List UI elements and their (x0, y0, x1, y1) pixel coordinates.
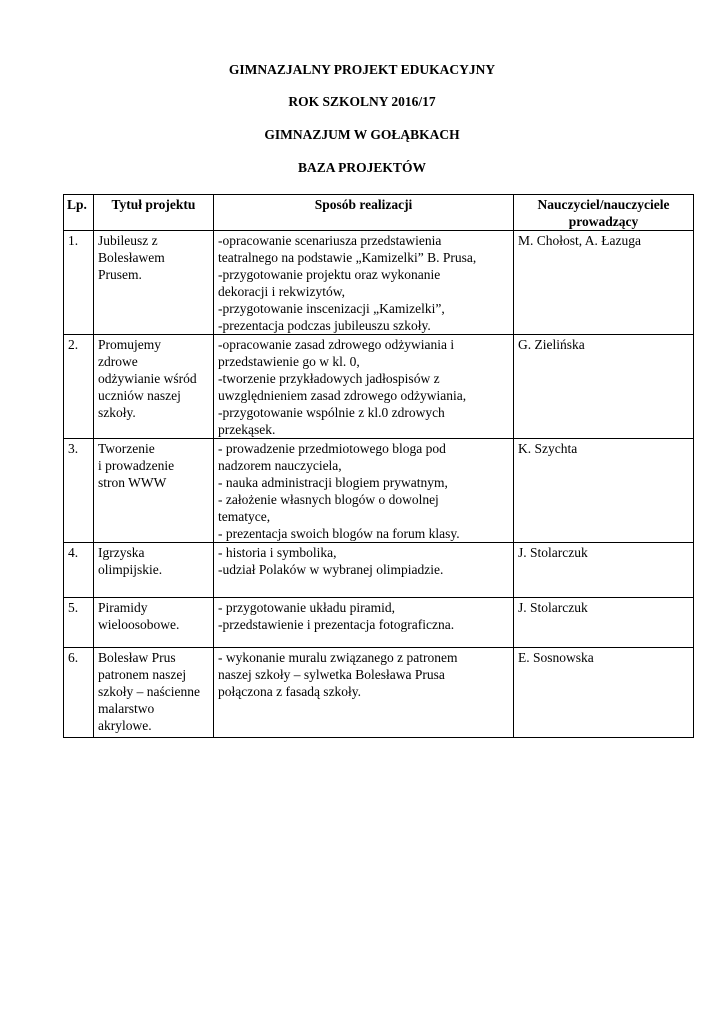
teacher-name: J. Stolarczuk (514, 543, 694, 598)
realization-method-line: połączona z fasadą szkoły. (218, 684, 362, 699)
project-title (94, 648, 214, 738)
project-title-line: wieloosobowe. (98, 617, 180, 632)
realization-method-line: -udział Polaków w wybranej olimpiadzie. (218, 562, 444, 577)
project-title-line: olimpijskie. (98, 562, 163, 577)
realization-method-line: - prezentacja swoich blogów na forum klasy. (218, 526, 460, 541)
section-title: BAZA PROJEKTÓW (298, 160, 426, 175)
project-title (94, 598, 214, 648)
project-title-line: odżywianie wśród (98, 371, 197, 386)
realization-method-line: -przedstawienie i prezentacja fotograficzna. (218, 617, 455, 632)
realization-method-line: -opracowanie scenariusza przedstawienia (218, 233, 442, 248)
project-title-line: zdrowe (98, 354, 138, 369)
row-number: 1. (64, 231, 94, 335)
teacher-name: E. Sosnowska (514, 648, 694, 738)
realization-method (214, 335, 514, 439)
project-title-line: i prowadzenie (98, 458, 175, 473)
row-number: 6. (64, 648, 94, 738)
table-row (64, 439, 694, 543)
realization-method (214, 648, 514, 738)
realization-method-line: - nauka administracji blogiem prywatnym, (218, 475, 448, 490)
realization-method-line: - historia i symbolika, (218, 545, 337, 560)
realization-method-line: teatralnego na podstawie „Kamizelki” B. Prusa, (218, 250, 477, 265)
column-header-lp: Lp. (64, 195, 94, 231)
realization-method-line: - prowadzenie przedmiotowego bloga pod (218, 441, 446, 456)
project-title (94, 543, 214, 598)
project-title-line: patronem naszej (98, 667, 187, 682)
table-row (64, 598, 694, 648)
realization-method (214, 231, 514, 335)
project-title (94, 231, 214, 335)
column-header-title: Tytuł projektu (94, 195, 214, 231)
teacher-name: J. Stolarczuk (514, 598, 694, 648)
project-title-line: Promujemy (98, 337, 161, 352)
project-title-line: malarstwo (98, 701, 155, 716)
table-header-row (64, 195, 694, 231)
realization-method-line: przedstawienie go w kl. 0, (218, 354, 360, 369)
realization-method-line: -przygotowanie inscenizacji „Kamizelki”, (218, 301, 445, 316)
realization-method-line: tematyce, (218, 509, 271, 524)
document-title: GIMNAZJALNY PROJEKT EDUKACYJNY (228, 62, 496, 77)
project-title-line: uczniów naszej (98, 388, 181, 403)
row-number: 2. (64, 335, 94, 439)
row-number: 3. (64, 439, 94, 543)
realization-method-line: nadzorem nauczyciela, (218, 458, 342, 473)
project-title-line: szkoły. (98, 405, 136, 420)
project-title-line: akrylowe. (98, 718, 152, 733)
table-row (64, 648, 694, 738)
projects-table (63, 194, 694, 738)
realization-method-line: - założenie własnych blogów o dowolnej (218, 492, 439, 507)
column-header-method: Sposób realizacji (214, 195, 514, 231)
row-number: 4. (64, 543, 94, 598)
school-name: GIMNAZJUM W GOŁĄBKACH (264, 127, 460, 142)
table-row (64, 543, 694, 598)
project-title-line: Jubileusz z (98, 233, 158, 248)
teacher-name: G. Zielińska (514, 335, 694, 439)
school-year: ROK SZKOLNY 2016/17 (288, 94, 436, 109)
column-header-teacher: Nauczyciel/nauczyciele prowadzący (514, 195, 694, 231)
realization-method-line: - przygotowanie układu piramid, (218, 600, 395, 615)
project-title-line: szkoły – naścienne (98, 684, 200, 699)
realization-method (214, 543, 514, 598)
realization-method-line: -opracowanie zasad zdrowego odżywiania i (218, 337, 455, 352)
realization-method-line: - wykonanie muralu związanego z patronem (218, 650, 458, 665)
realization-method (214, 439, 514, 543)
teacher-name: M. Chołost, A. Łazuga (514, 231, 694, 335)
project-title-line: Piramidy (98, 600, 148, 615)
table-row (64, 335, 694, 439)
realization-method-line: uwzględnieniem zasad zdrowego odżywiania, (218, 388, 467, 403)
project-title (94, 335, 214, 439)
project-title (94, 439, 214, 543)
row-number: 5. (64, 598, 94, 648)
realization-method-line: -przygotowanie wspólnie z kl.0 zdrowych (218, 405, 445, 420)
realization-method-line: dekoracji i rekwizytów, (218, 284, 345, 299)
realization-method-line: naszej szkoły – sylwetka Bolesława Prusa (218, 667, 445, 682)
project-title-line: Bolesławem (98, 250, 165, 265)
realization-method-line: -prezentacja podczas jubileuszu szkoły. (218, 318, 431, 333)
project-title-line: Prusem. (98, 267, 142, 282)
project-title-line: Tworzenie (98, 441, 155, 456)
project-title-line: Bolesław Prus (98, 650, 176, 665)
realization-method-line: przekąsek. (218, 422, 276, 437)
teacher-name: K. Szychta (514, 439, 694, 543)
realization-method-line: -przygotowanie projektu oraz wykonanie (218, 267, 441, 282)
project-title-line: stron WWW (98, 475, 167, 490)
realization-method-line: -tworzenie przykładowych jadłospisów z (218, 371, 440, 386)
table-row (64, 231, 694, 335)
project-title-line: Igrzyska (98, 545, 145, 560)
realization-method (214, 598, 514, 648)
